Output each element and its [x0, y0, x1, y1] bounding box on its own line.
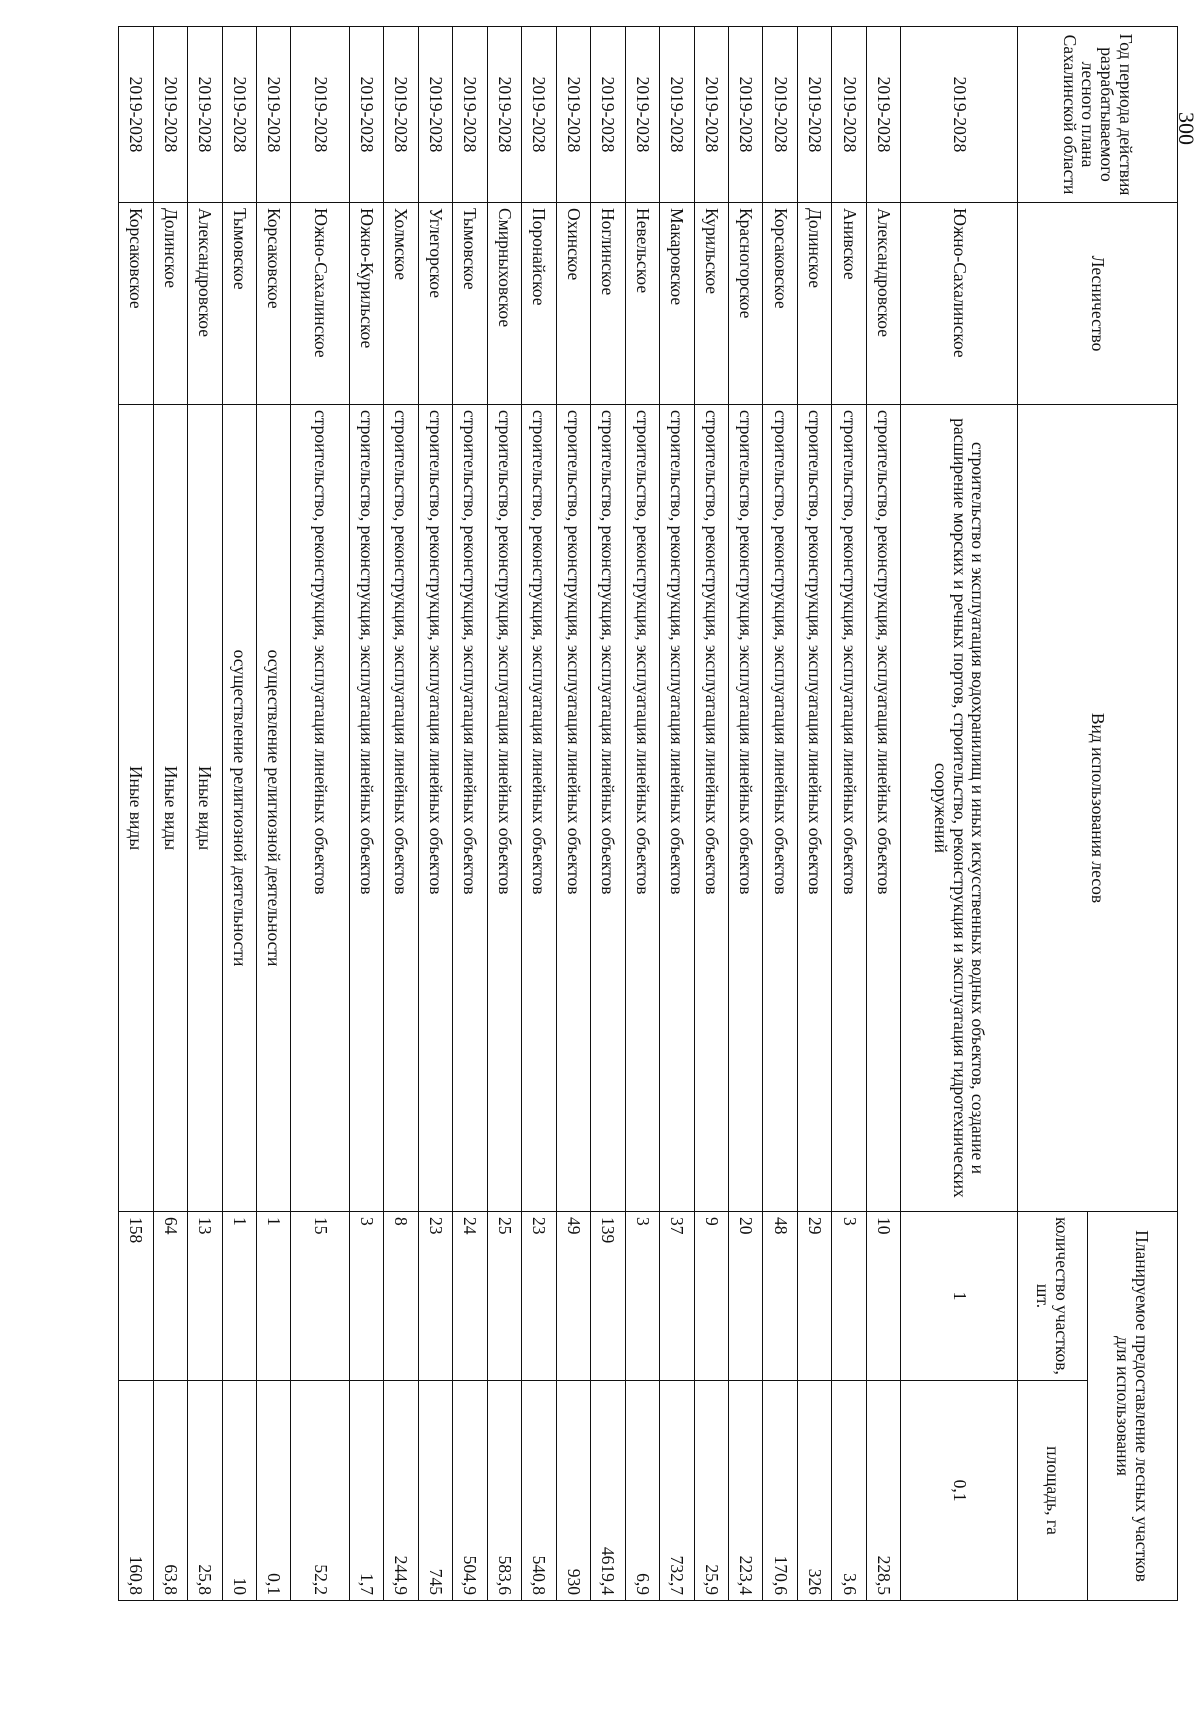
cell-forestry: Долинское	[797, 203, 831, 405]
cell-count: 1	[257, 1212, 291, 1381]
cell-year: 2019-2028	[119, 27, 154, 203]
cell-count: 1	[222, 1212, 256, 1381]
table-row	[222, 27, 256, 1601]
cell-forestry: Смирныховское	[487, 203, 521, 405]
cell-use: осуществление религиозной деятельности	[257, 405, 291, 1212]
table-row	[418, 27, 452, 1601]
table-row	[901, 27, 1018, 1601]
cell-forestry: Тымовское	[222, 203, 256, 405]
cell-use: строительство, реконструкция, эксплуатация линейных объектов	[763, 405, 797, 1212]
cell-year: 2019-2028	[257, 27, 291, 203]
cell-use: строительство, реконструкция, эксплуатация линейных объектов	[522, 405, 556, 1212]
cell-area: 52,2	[291, 1381, 349, 1601]
cell-area: 63,8	[153, 1381, 187, 1601]
cell-area: 25,8	[188, 1381, 222, 1601]
cell-count: 1	[901, 1212, 1018, 1381]
header-planned: Планируемое предоставление лесных участков для использования	[1088, 1212, 1178, 1601]
cell-year: 2019-2028	[188, 27, 222, 203]
table-row	[349, 27, 383, 1601]
table-row	[728, 27, 762, 1601]
cell-area: 732,7	[660, 1381, 694, 1601]
table-row	[487, 27, 521, 1601]
cell-use: Иные виды	[153, 405, 187, 1212]
cell-forestry: Александровское	[866, 203, 900, 405]
cell-area: 170,6	[763, 1381, 797, 1601]
page-number: 300	[1174, 112, 1199, 145]
cell-count: 9	[694, 1212, 728, 1381]
cell-forestry: Корсаковское	[119, 203, 154, 405]
cell-count: 25	[487, 1212, 521, 1381]
cell-count: 13	[188, 1212, 222, 1381]
cell-use: осуществление религиозной деятельности	[222, 405, 256, 1212]
cell-year: 2019-2028	[556, 27, 590, 203]
cell-year: 2019-2028	[222, 27, 256, 203]
cell-year: 2019-2028	[522, 27, 556, 203]
cell-year: 2019-2028	[832, 27, 866, 203]
cell-count: 3	[625, 1212, 659, 1381]
table-row	[694, 27, 728, 1601]
cell-count: 3	[349, 1212, 383, 1381]
cell-count: 23	[522, 1212, 556, 1381]
cell-count: 37	[660, 1212, 694, 1381]
cell-use: строительство, реконструкция, эксплуатация линейных объектов	[556, 405, 590, 1212]
cell-area: 10	[222, 1381, 256, 1601]
cell-year: 2019-2028	[694, 27, 728, 203]
cell-count: 15	[291, 1212, 349, 1381]
cell-year: 2019-2028	[153, 27, 187, 203]
cell-use: строительство, реконструкция, эксплуатация линейных объектов	[728, 405, 762, 1212]
cell-area: 4619,4	[591, 1381, 625, 1601]
forest-use-table	[118, 26, 1178, 1601]
cell-year: 2019-2028	[901, 27, 1018, 203]
cell-use: строительство, реконструкция, эксплуатация линейных объектов	[453, 405, 487, 1212]
cell-year: 2019-2028	[660, 27, 694, 203]
cell-count: 139	[591, 1212, 625, 1381]
cell-year: 2019-2028	[487, 27, 521, 203]
cell-use: строительство, реконструкция, эксплуатация линейных объектов	[660, 405, 694, 1212]
cell-count: 8	[384, 1212, 418, 1381]
cell-year: 2019-2028	[418, 27, 452, 203]
cell-use: строительство и эксплуатация водохранилищ и иных искусственных водных объектов, создание и расширение морских и речных портов, строительство, реконструкция и эксплуатация гидротехнических сооружений	[901, 405, 1018, 1212]
table-row	[188, 27, 222, 1601]
cell-forestry: Корсаковское	[763, 203, 797, 405]
cell-forestry: Холмское	[384, 203, 418, 405]
cell-year: 2019-2028	[291, 27, 349, 203]
cell-use: строительство, реконструкция, эксплуатация линейных объектов	[694, 405, 728, 1212]
cell-year: 2019-2028	[591, 27, 625, 203]
table-row	[832, 27, 866, 1601]
cell-count: 64	[153, 1212, 187, 1381]
cell-use: строительство, реконструкция, эксплуатация линейных объектов	[866, 405, 900, 1212]
table-row	[522, 27, 556, 1601]
cell-area: 0,1	[257, 1381, 291, 1601]
cell-count: 24	[453, 1212, 487, 1381]
cell-area: 504,9	[453, 1381, 487, 1601]
cell-area: 244,9	[384, 1381, 418, 1601]
header-area: площадь, га	[1018, 1381, 1088, 1601]
cell-use: строительство, реконструкция, эксплуатация линейных объектов	[591, 405, 625, 1212]
cell-area: 223,4	[728, 1381, 762, 1601]
cell-use: строительство, реконструкция, эксплуатация линейных объектов	[625, 405, 659, 1212]
cell-forestry: Ноглинское	[591, 203, 625, 405]
cell-use: Иные виды	[188, 405, 222, 1212]
cell-use: Иные виды	[119, 405, 154, 1212]
cell-forestry: Александровское	[188, 203, 222, 405]
table-row	[384, 27, 418, 1601]
cell-year: 2019-2028	[763, 27, 797, 203]
cell-forestry: Поронайское	[522, 203, 556, 405]
cell-use: строительство, реконструкция, эксплуатация линейных объектов	[384, 405, 418, 1212]
cell-forestry: Южно-Сахалинское	[291, 203, 349, 405]
cell-year: 2019-2028	[453, 27, 487, 203]
table-row	[763, 27, 797, 1601]
table-row	[453, 27, 487, 1601]
cell-year: 2019-2028	[384, 27, 418, 203]
cell-forestry: Долинское	[153, 203, 187, 405]
cell-area: 160,8	[119, 1381, 154, 1601]
cell-forestry: Красногорское	[728, 203, 762, 405]
cell-count: 20	[728, 1212, 762, 1381]
table-row	[153, 27, 187, 1601]
cell-use: строительство, реконструкция, эксплуатация линейных объектов	[349, 405, 383, 1212]
cell-area: 228,5	[866, 1381, 900, 1601]
cell-area: 326	[797, 1381, 831, 1601]
header-count: количество участков, шт.	[1018, 1212, 1088, 1381]
cell-area: 540,8	[522, 1381, 556, 1601]
cell-area: 583,6	[487, 1381, 521, 1601]
cell-count: 10	[866, 1212, 900, 1381]
cell-count: 29	[797, 1212, 831, 1381]
cell-area: 25,9	[694, 1381, 728, 1601]
cell-count: 158	[119, 1212, 154, 1381]
cell-year: 2019-2028	[728, 27, 762, 203]
table-row	[556, 27, 590, 1601]
cell-use: строительство, реконструкция, эксплуатация линейных объектов	[487, 405, 521, 1212]
cell-count: 23	[418, 1212, 452, 1381]
table-row	[866, 27, 900, 1601]
table-row	[797, 27, 831, 1601]
cell-year: 2019-2028	[349, 27, 383, 203]
cell-year: 2019-2028	[797, 27, 831, 203]
cell-area: 930	[556, 1381, 590, 1601]
cell-forestry: Углегорское	[418, 203, 452, 405]
cell-year: 2019-2028	[866, 27, 900, 203]
cell-use: строительство, реконструкция, эксплуатация линейных объектов	[418, 405, 452, 1212]
cell-forestry: Охинское	[556, 203, 590, 405]
cell-use: строительство, реконструкция, эксплуатация линейных объектов	[832, 405, 866, 1212]
header-forestry: Лесничество	[1018, 203, 1178, 405]
cell-use: строительство, реконструкция, эксплуатация линейных объектов	[797, 405, 831, 1212]
cell-forestry: Курильское	[694, 203, 728, 405]
cell-year: 2019-2028	[625, 27, 659, 203]
cell-forestry: Корсаковское	[257, 203, 291, 405]
table-row	[291, 27, 349, 1601]
cell-forestry: Анивское	[832, 203, 866, 405]
cell-count: 49	[556, 1212, 590, 1381]
header-year: Год периода действия разрабатываемого лесного плана Сахалинской области	[1018, 27, 1178, 203]
cell-area: 1,7	[349, 1381, 383, 1601]
cell-area: 6,9	[625, 1381, 659, 1601]
table-row	[625, 27, 659, 1601]
cell-forestry: Южно-Сахалинское	[901, 203, 1018, 405]
cell-area: 0,1	[901, 1381, 1018, 1601]
cell-count: 3	[832, 1212, 866, 1381]
cell-forestry: Южно-Курильское	[349, 203, 383, 405]
header-row	[1088, 27, 1178, 1601]
header-use-type: Вид использования лесов	[1018, 405, 1178, 1212]
cell-forestry: Невельское	[625, 203, 659, 405]
table-row	[119, 27, 154, 1601]
table-row	[591, 27, 625, 1601]
cell-count: 48	[763, 1212, 797, 1381]
cell-use: строительство, реконструкция, эксплуатация линейных объектов	[291, 405, 349, 1212]
table-row	[660, 27, 694, 1601]
cell-forestry: Макаровское	[660, 203, 694, 405]
cell-forestry: Тымовское	[453, 203, 487, 405]
cell-area: 3,6	[832, 1381, 866, 1601]
table-row	[257, 27, 291, 1601]
cell-area: 745	[418, 1381, 452, 1601]
rotated-page	[118, 26, 1178, 1600]
